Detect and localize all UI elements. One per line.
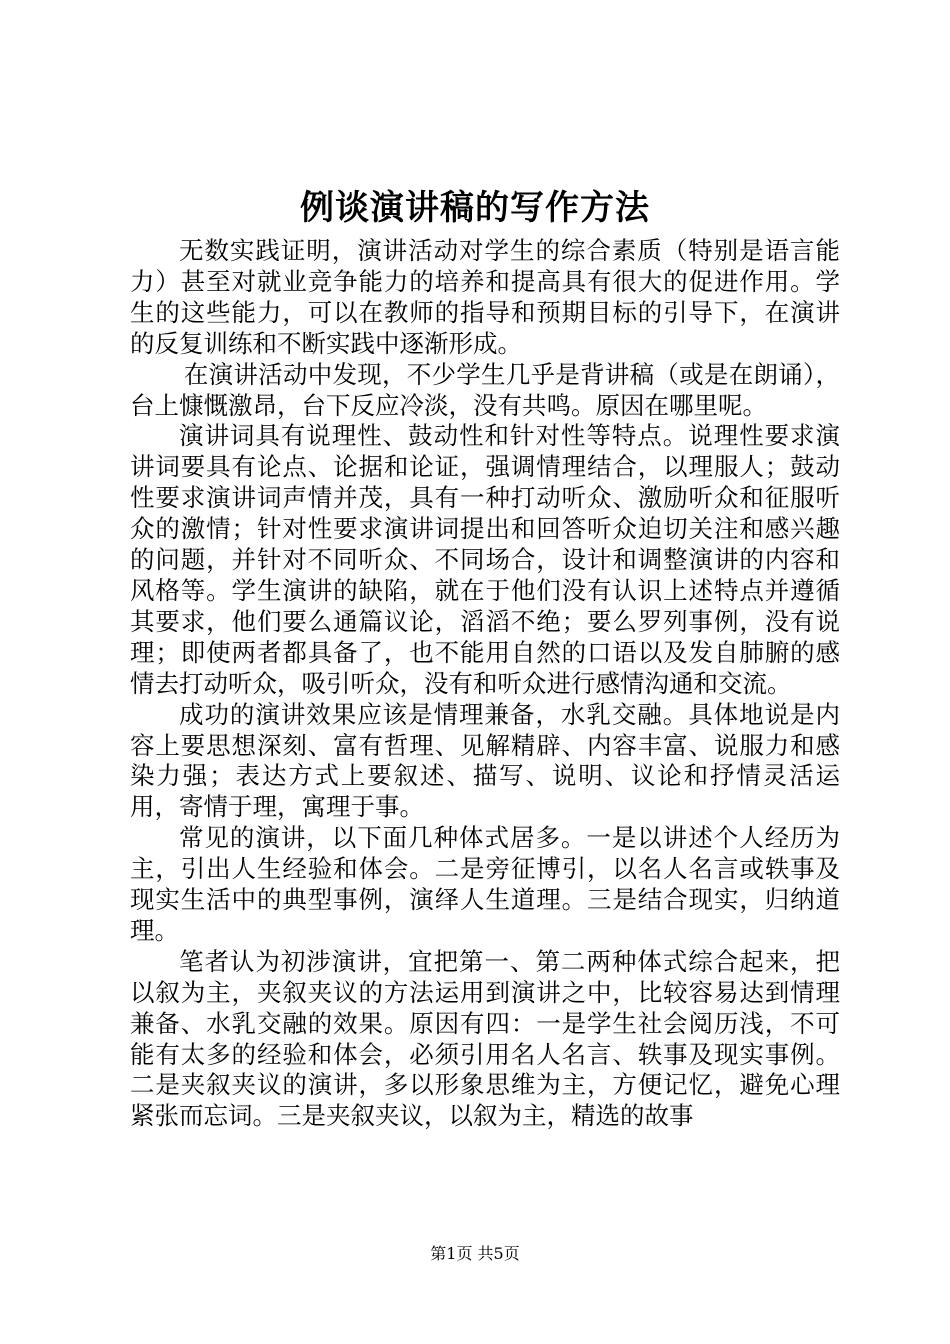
- paragraph-4: 成功的演讲效果应该是情理兼备，水乳交融。具体地说是内容上要思想深刻、富有哲理、见解精辟、内容丰富、说服力和感染力强；表达方式上要叙述、描写、说明、议论和抒情灵活运用，寄情于理，寓理于事。: [130, 699, 840, 822]
- document-title: 例谈演讲稿的写作方法: [300, 188, 650, 228]
- paragraph-5: 常见的演讲，以下面几种体式居多。一是以讲述个人经历为主，引出人生经验和体会。二是旁征博引，以名人名言或轶事及现实生活中的典型事例，演绎人生道理。三是结合现实，归纳道理。: [130, 823, 840, 945]
- paragraph-2: 在演讲活动中发现，不少学生几乎是背讲稿（或是在朗诵），台上慷慨激昂，台下反应冷淡，没有共鸣。原因在哪里呢。: [130, 359, 840, 420]
- paragraph-1: 无数实践证明，演讲活动对学生的综合素质（特别是语言能力）甚至对就业竞争能力的培养和提高具有很大的促进作用。学生的这些能力，可以在教师的指导和预期目标的引导下，在演讲的反复训练和不断实践中逐渐形成。: [130, 236, 840, 358]
- paragraph-3: 演讲词具有说理性、鼓动性和针对性等特点。说理性要求演讲词要具有论点、论据和论证，强调情理结合，以理服人；鼓动性要求演讲词声情并茂，具有一种打动听众、激励听众和征服听众的激情；针对性要求演讲词提出和回答听众迫切关注和感兴趣的问题，并针对不同听众、不同场合，设计和调整演讲的内容和风格等。学生演讲的缺陷，就在于他们没有认识上述特点并遵循其要求，他们要么通篇议论，滔滔不绝；要么罗列事例，没有说理；即使两者都具备了，也不能用自然的口语以及发自肺腑的感情去打动听众，吸引听众，没有和听众进行感情沟通和交流。: [130, 421, 840, 698]
- paragraph-6: 笔者认为初涉演讲，宜把第一、第二两种体式综合起来，把以叙为主，夹叙夹议的方法运用到演讲之中，比较容易达到情理兼备、水乳交融的效果。原因有四：一是学生社会阅历浅，不可能有太多的经验和体会，必须引用名人名言、轶事及现实事例。二是夹叙夹议的演讲，多以形象思维为主，方便记忆，避免心理紧张而忘词。三是夹叙夹议，以叙为主，精选的故事: [130, 946, 840, 1131]
- page-footer: 第1页 共5页: [430, 1244, 520, 1263]
- document-body: [130, 236, 840, 1132]
